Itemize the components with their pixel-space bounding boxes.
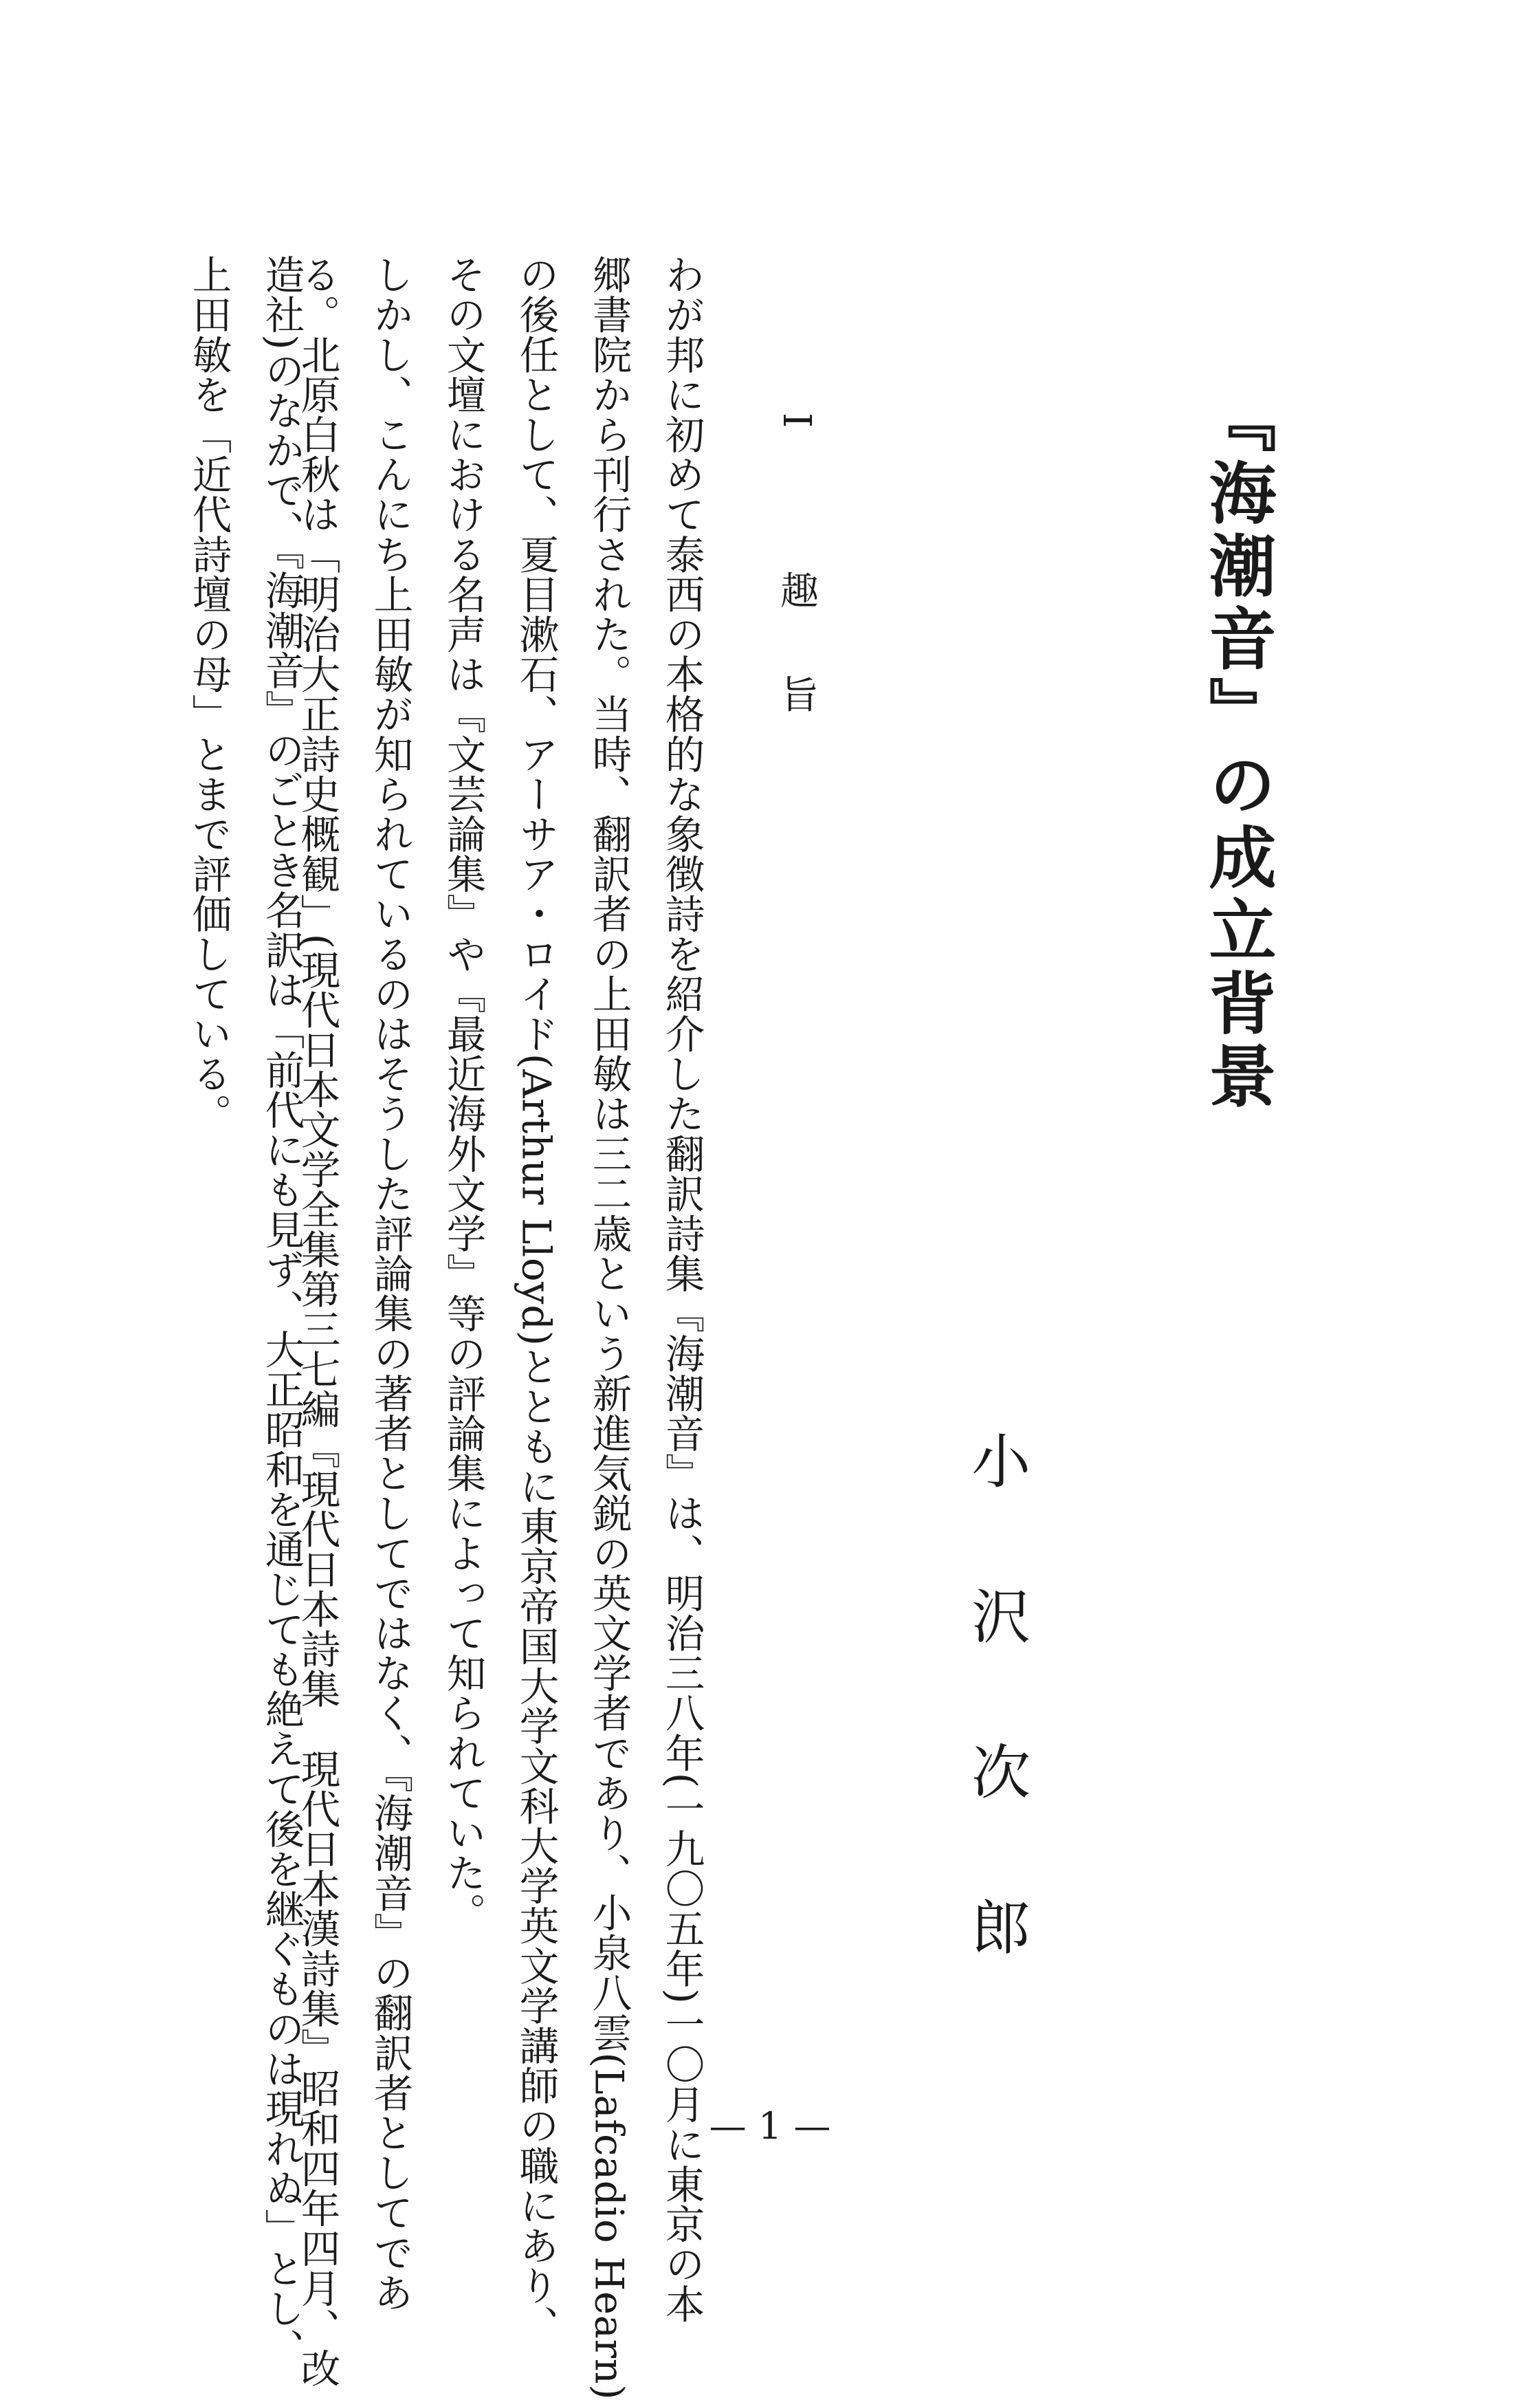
page-title: 『海潮音』の成立背景 [1198,385,1277,1114]
body-column-6: る。北原白秋は「明治大正詩史概観」(現代日本文学全集第三七編『現代日本詩集 現代日本漢詩集』昭和四年四月、改 [294,254,341,2388]
author-name: 小沢次郎 [961,1430,1030,2052]
body-column-3: の後任として、夏目漱石、アーサア・ロイド(Arthur Lloyd)とともに東京帝国大学文科大学英文学講師の職にあり、 [513,254,560,2346]
body-column-7: 造社)のなかで、『海潮音』のごとき名訳は「前代にも見ず、大正昭和を通じても絶えて後を継ぐものは現れぬ」とし、 [258,254,305,2368]
body-column-1: わが邦に初めて泰西の本格的な象徴詩を紹介した翻訳詩集『海潮音』は、明治三八年(一九〇五年)一〇月に東京の本 [659,254,705,2324]
page-number: — 1 — [709,2104,831,2148]
body-column-5: しかし、こんにち上田敏が知られているのはそうした評論集の著者としてではなく、『海潮音』の翻訳者としてであ [367,254,414,2313]
body-column-8: 上田敏を「近代詩壇の母」とまで評価している。 [186,254,232,1134]
body-column-2: 郷書院から刊行された。当時、翻訳者の上田敏は三二歳という新進気鋭の英文学者であり、小泉八雲(Lafcadio Hearn) [586,254,632,2400]
body-column-4: その文壇における名声は『文芸論集』や『最近海外文学』等の評論集によって知られていた。 [440,254,487,1933]
section-heading: I 趣旨 [774,413,819,778]
